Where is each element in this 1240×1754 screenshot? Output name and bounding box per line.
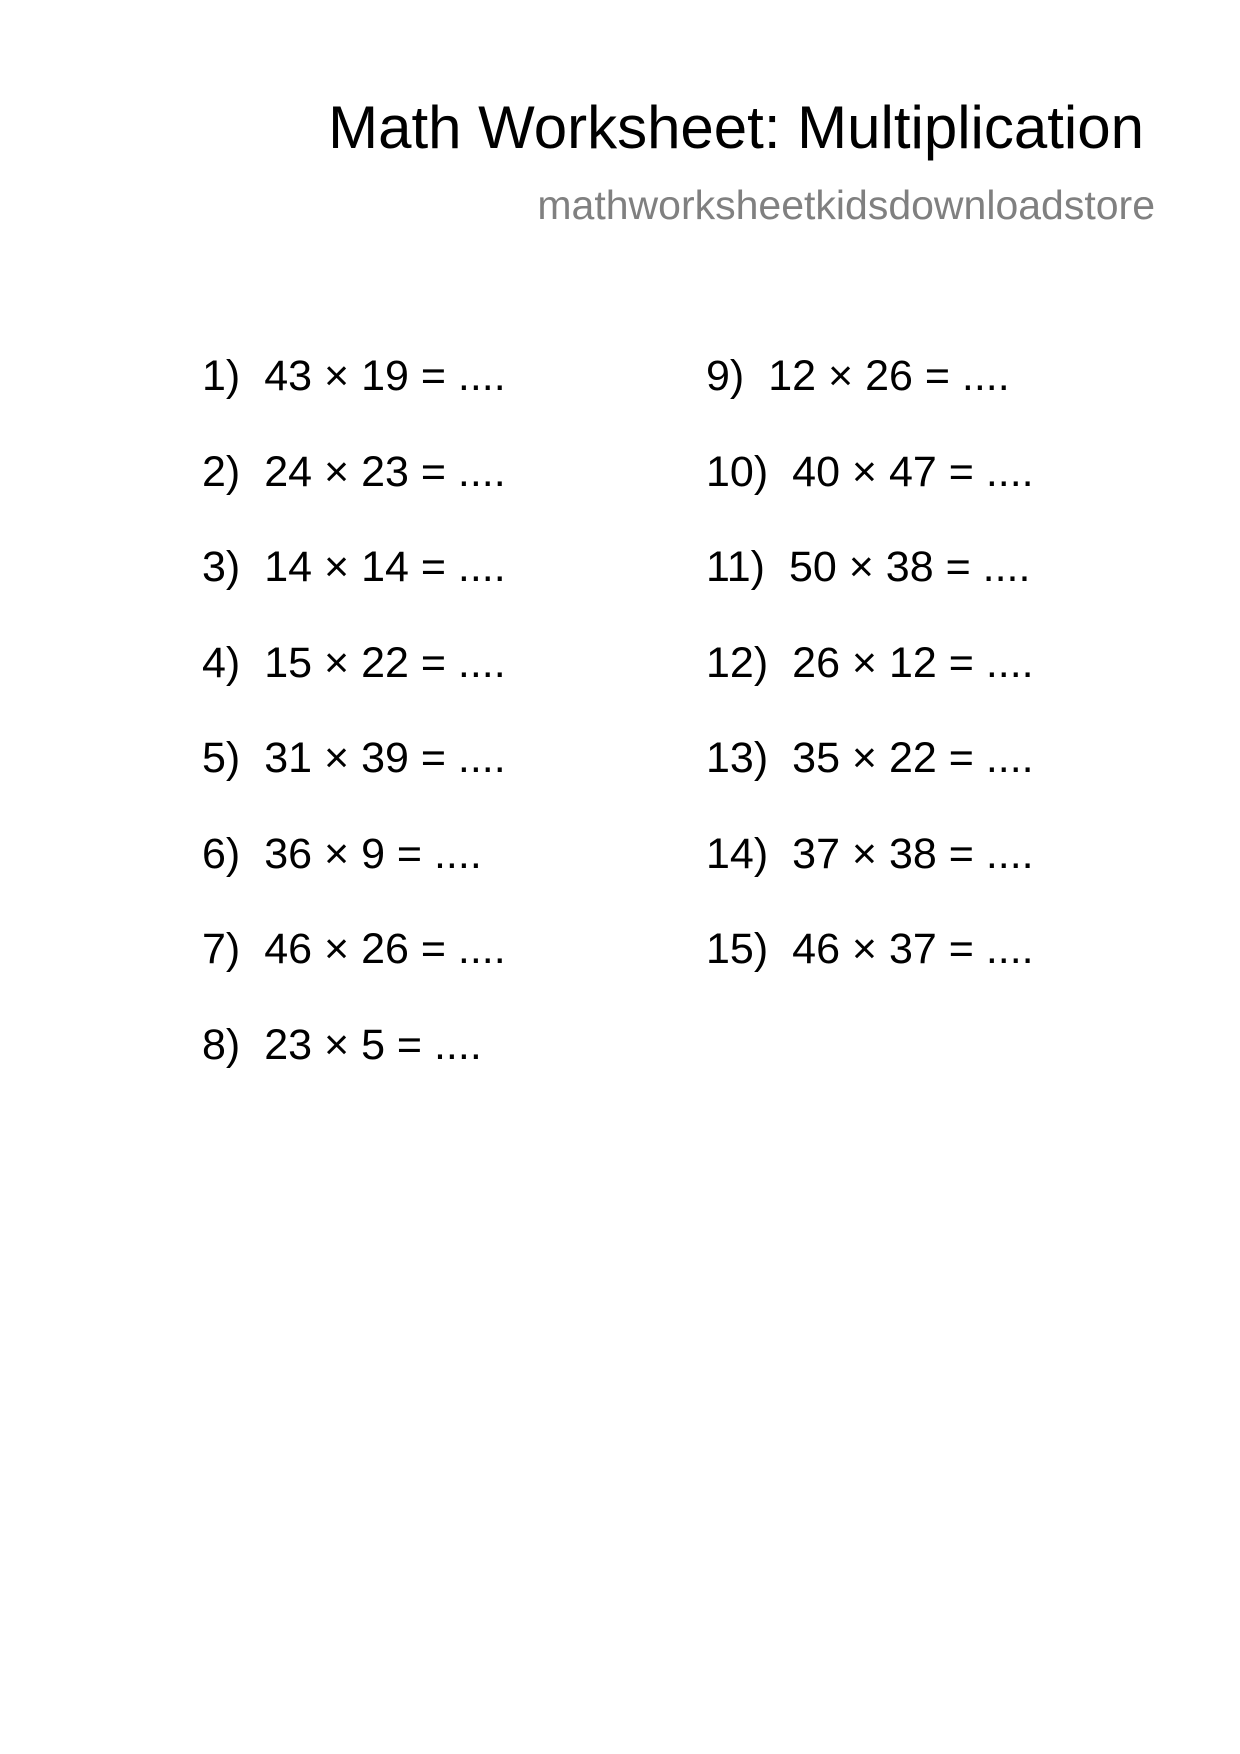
problem-item <box>202 734 506 833</box>
problem-number: 3) <box>202 543 241 591</box>
problem-item <box>202 352 506 451</box>
problem-expression: 14 × 14 = .... <box>264 543 506 591</box>
problem-number: 1) <box>202 352 241 400</box>
worksheet-source: mathworksheetkidsdownloadstore <box>537 182 1155 228</box>
problem-number: 2) <box>202 447 241 496</box>
problem-number: 13) <box>706 734 769 782</box>
problem-expression: 37 × 38 = .... <box>792 829 1034 878</box>
problem-item <box>202 638 506 738</box>
problem-expression: 15 × 22 = .... <box>264 638 506 687</box>
problem-expression: 23 × 5 = .... <box>264 1020 482 1069</box>
worksheet-title: Math Worksheet: Multiplication <box>328 94 1144 161</box>
problem-number: 5) <box>202 734 241 782</box>
problem-number: 8) <box>202 1020 241 1069</box>
problem-number: 12) <box>706 638 769 687</box>
problem-number: 4) <box>202 638 241 687</box>
problem-item <box>202 447 506 547</box>
problem-expression: 36 × 9 = .... <box>264 829 482 878</box>
problem-expression: 40 × 47 = .... <box>792 447 1034 496</box>
problem-item <box>706 543 1034 642</box>
problem-number: 6) <box>202 829 241 878</box>
problem-item <box>706 447 1034 547</box>
problems-column-right <box>706 352 1034 1024</box>
problem-expression: 26 × 12 = .... <box>792 638 1034 687</box>
problem-item <box>202 1020 506 1120</box>
problem-expression: 46 × 26 = .... <box>264 925 506 973</box>
problem-number: 15) <box>706 925 769 973</box>
problem-expression: 31 × 39 = .... <box>264 734 506 782</box>
problem-item <box>706 638 1034 738</box>
problem-expression: 43 × 19 = .... <box>264 352 506 400</box>
problem-expression: 46 × 37 = .... <box>792 925 1034 973</box>
problem-expression: 12 × 26 = .... <box>768 352 1010 400</box>
problem-item <box>706 829 1034 929</box>
problem-expression: 24 × 23 = .... <box>264 447 506 496</box>
problem-item <box>202 925 506 1024</box>
problem-number: 9) <box>706 352 745 400</box>
problem-number: 11) <box>706 543 765 591</box>
problem-item <box>706 734 1034 833</box>
problem-expression: 50 × 38 = .... <box>788 543 1031 591</box>
problems-column-left <box>202 352 506 1119</box>
problem-number: 10) <box>706 447 769 496</box>
problem-item <box>202 543 506 642</box>
problem-item <box>202 829 506 929</box>
problem-item <box>706 925 1034 1024</box>
problem-item <box>706 352 1034 451</box>
problem-number: 7) <box>202 925 241 973</box>
problem-expression: 35 × 22 = .... <box>792 734 1034 782</box>
problem-number: 14) <box>706 829 769 878</box>
